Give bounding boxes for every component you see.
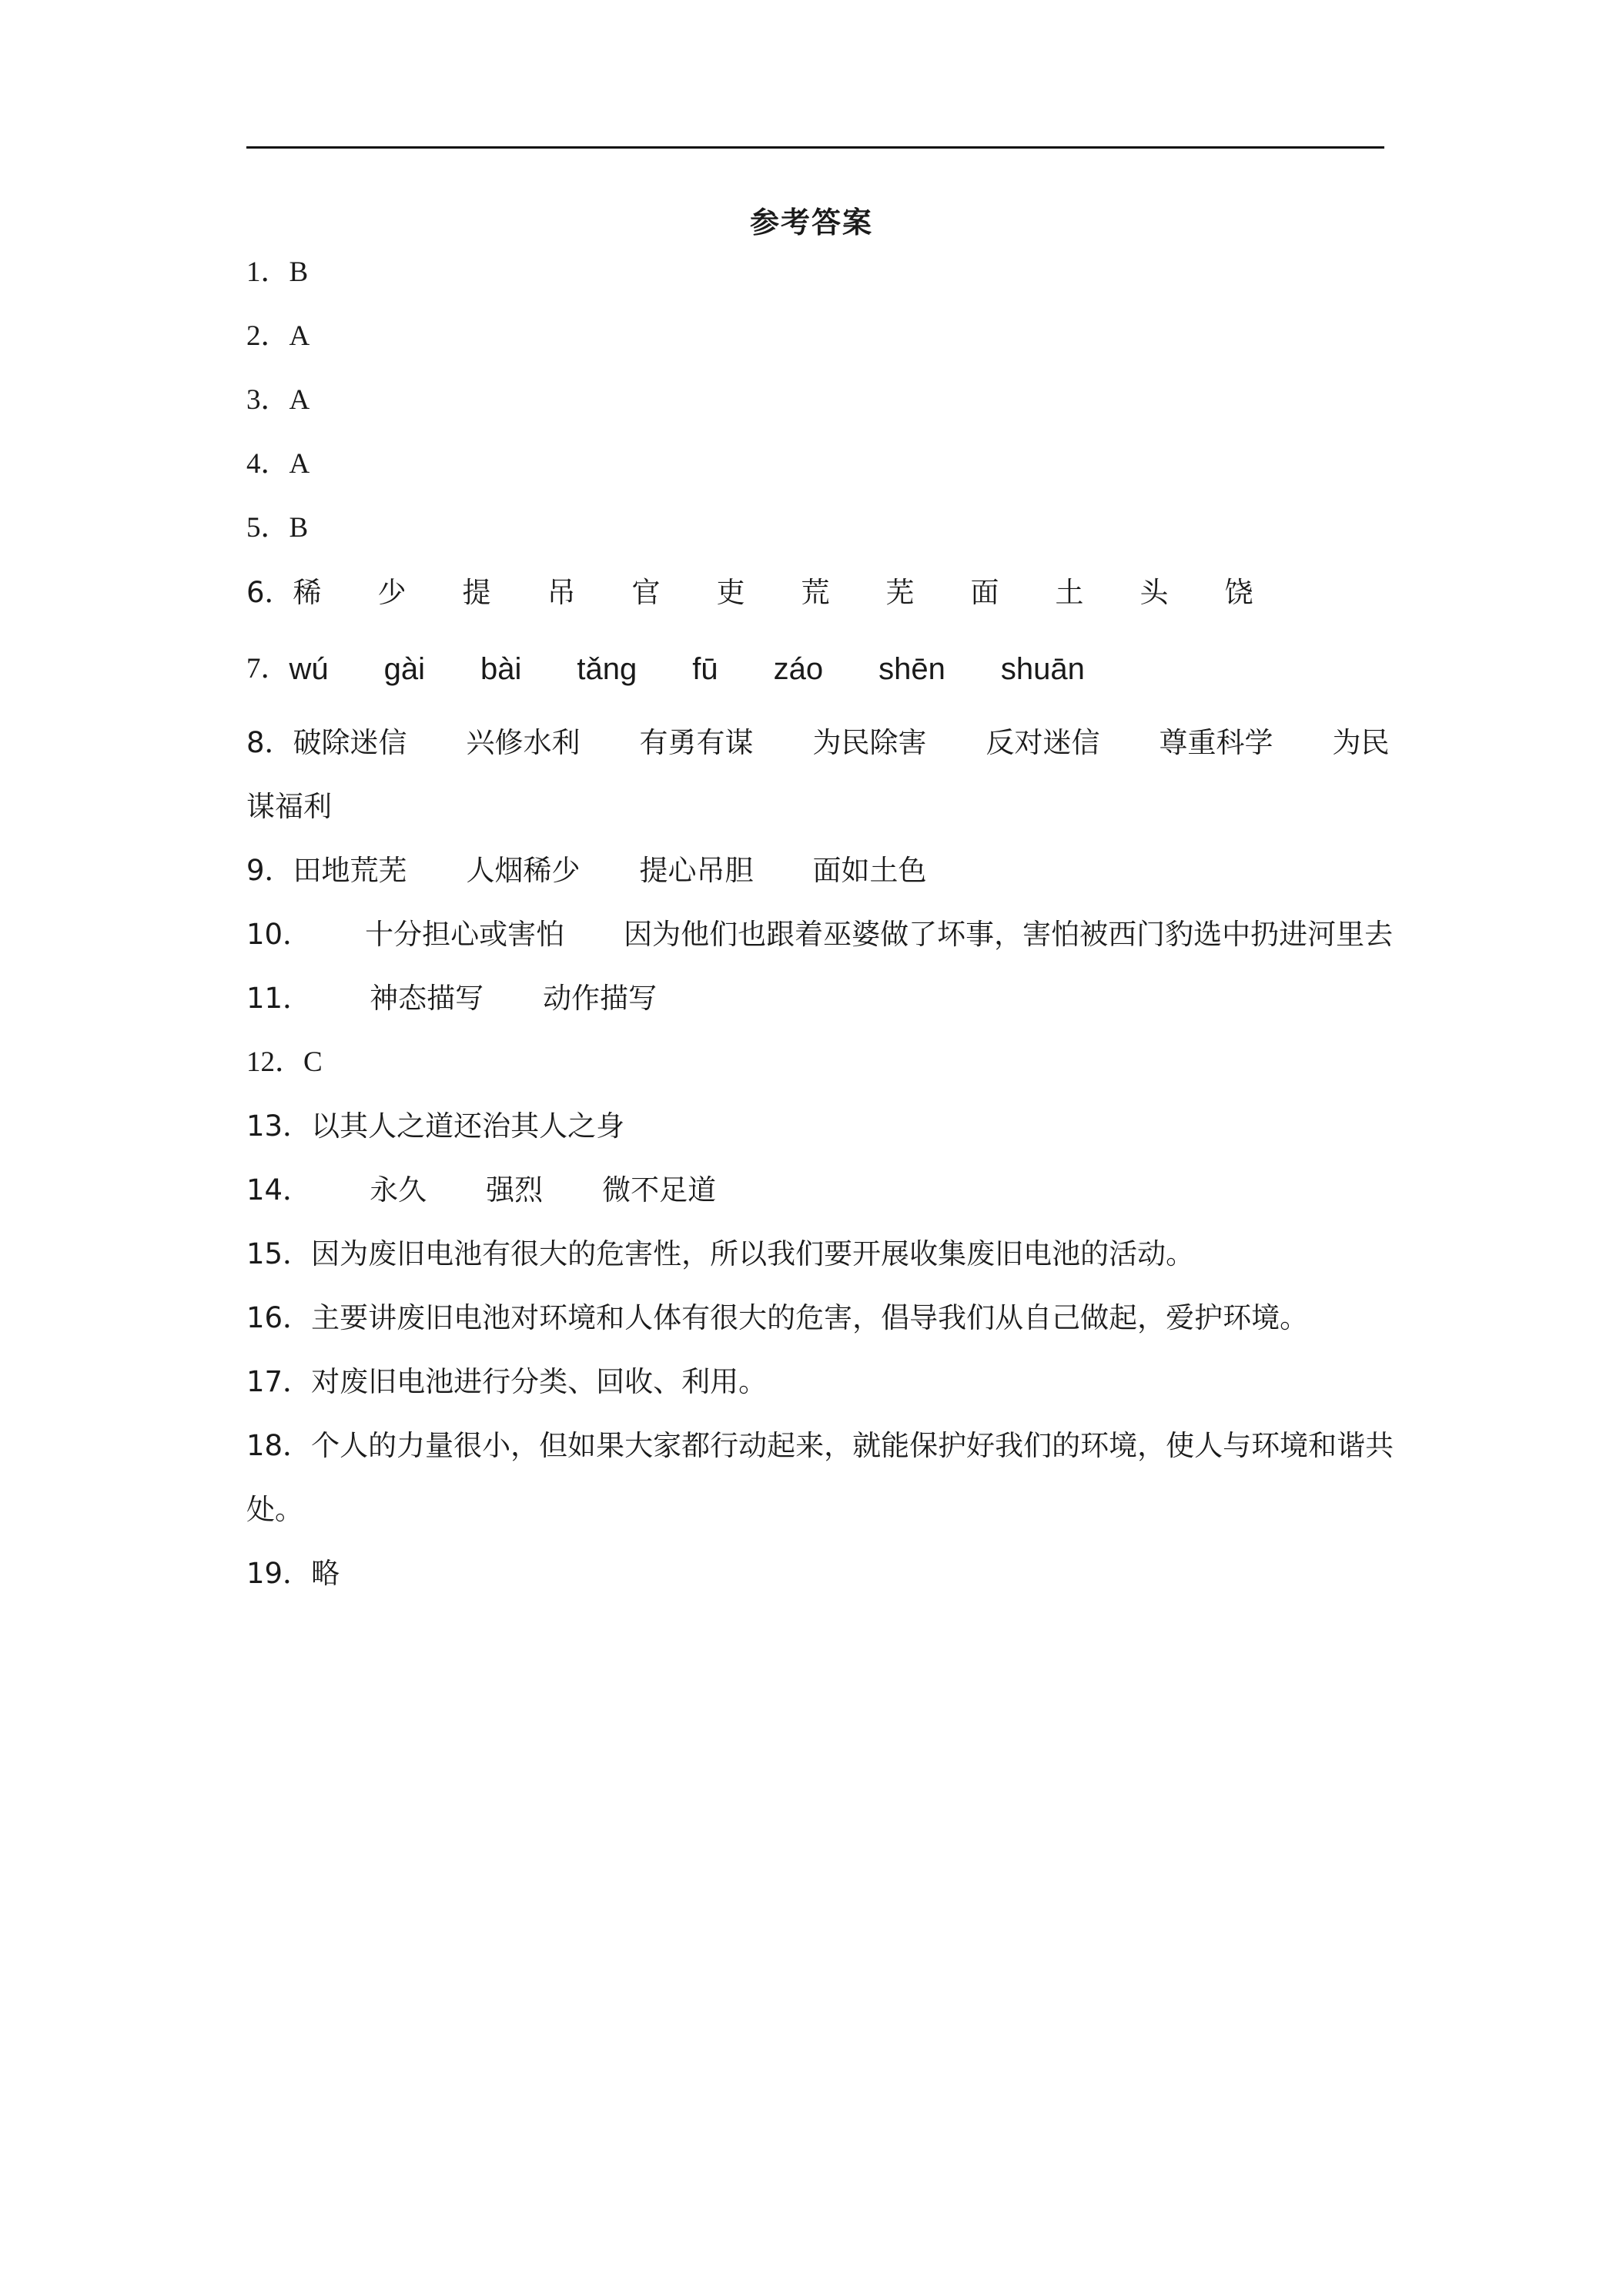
answer-text: A — [289, 320, 310, 352]
page-title: 参考答案 — [749, 206, 873, 239]
answer-10 — [246, 915, 1394, 955]
answer-text: 主要讲废旧电池对环境和人体有很大的危害，倡导我们从自己做起，爱护环境。 — [311, 1301, 1309, 1334]
answer-item: 饶 — [1224, 576, 1253, 609]
answer-text: A — [289, 384, 310, 416]
answer-text: B — [289, 256, 309, 288]
answer-number: 6． — [246, 576, 293, 609]
answer-item: 永久 — [370, 1173, 427, 1207]
answer-item: gài — [383, 652, 426, 686]
answer-item: 有勇有谋 — [639, 726, 754, 759]
answer-item: 吊 — [547, 576, 576, 609]
answer-number: 2． — [246, 320, 289, 352]
answer-number: 1． — [246, 256, 289, 288]
answer-7 — [246, 649, 1384, 689]
answer-item: 芜 — [885, 576, 915, 609]
answer-item: 微不足道 — [602, 1173, 717, 1207]
answer-9 — [246, 851, 1384, 891]
answer-text: 个人的力量很小，但如果大家都行动起来，就能保护好我们的环境，使人与环境和谐共 — [311, 1429, 1394, 1462]
answer-item: 神态描写 — [370, 982, 484, 1015]
answer-18-continuation: 处。 — [246, 1493, 303, 1526]
answer-item: 少 — [377, 576, 407, 609]
answer-number: 16． — [246, 1301, 312, 1334]
answer-item: 提心吊胆 — [639, 854, 754, 887]
answer-19 — [246, 1554, 1384, 1594]
answer-number: 5． — [246, 512, 289, 544]
answer-text: 以其人之道还治其人之身 — [311, 1110, 625, 1143]
answer-item: záo — [773, 652, 824, 686]
answer-text: 对废旧电池进行分类、回收、利用。 — [311, 1365, 768, 1398]
answer-item: 破除迷信 — [293, 726, 407, 759]
answer-number: 14． — [246, 1173, 312, 1207]
answer-number: 8． — [246, 726, 293, 759]
answer-item: 吏 — [716, 576, 745, 609]
answer-number: 9． — [246, 854, 293, 887]
answer-15 — [246, 1234, 1384, 1274]
answer-item: 强烈 — [486, 1173, 544, 1207]
answer-item: tǎng — [577, 652, 637, 686]
answer-number: 13． — [246, 1110, 312, 1143]
answer-item: 动作描写 — [543, 982, 658, 1015]
answer-number: 15． — [246, 1237, 312, 1270]
answer-12 — [246, 1043, 1384, 1083]
answer-item: 十分担心或害怕 — [365, 918, 565, 951]
answer-item: bài — [480, 652, 522, 686]
answer-item: 为民 — [1332, 726, 1390, 759]
answer-14 — [246, 1170, 1384, 1210]
answer-item: 荒 — [801, 576, 830, 609]
answer-item: 田地荒芜 — [293, 854, 407, 887]
answer-number: 4． — [246, 448, 289, 480]
answer-item: wú — [289, 652, 329, 686]
answer-item: 官 — [631, 576, 661, 609]
answer-number: 10． — [246, 918, 312, 951]
answer-number: 17． — [246, 1365, 312, 1398]
answer-item: 尊重科学 — [1159, 726, 1273, 759]
answer-number: 18． — [246, 1429, 312, 1462]
answer-item: 提 — [462, 576, 491, 609]
answer-text: 略 — [311, 1557, 340, 1590]
answer-item: 人烟稀少 — [466, 854, 581, 887]
answer-8 — [246, 723, 1390, 763]
answer-item: 兴修水利 — [466, 726, 581, 759]
answer-11 — [246, 979, 1384, 1019]
answer-item: 土 — [1055, 576, 1084, 609]
answer-3 — [246, 380, 1384, 420]
answer-item: 面 — [970, 576, 999, 609]
answer-8-continuation: 谋福利 — [246, 790, 332, 823]
answer-text: A — [289, 448, 310, 480]
answer-item: 稀 — [293, 576, 322, 609]
answer-item: 头 — [1139, 576, 1169, 609]
answer-item: 因为他们也跟着巫婆做了坏事，害怕被西门豹选中扔进河里去 — [624, 918, 1394, 951]
answer-item: 反对迷信 — [986, 726, 1100, 759]
answer-5 — [246, 508, 1384, 548]
answer-item: 面如土色 — [812, 854, 927, 887]
answer-item: 为民除害 — [812, 726, 927, 759]
answer-number: 19． — [246, 1557, 312, 1590]
answer-number: 11． — [246, 982, 312, 1015]
answer-1 — [246, 253, 1384, 293]
answer-number: 7． — [246, 653, 289, 684]
answer-item: shuān — [1000, 652, 1085, 686]
answer-6 — [246, 573, 1384, 613]
answer-18 — [246, 1426, 1394, 1466]
answer-number: 12． — [246, 1046, 303, 1078]
answer-16 — [246, 1298, 1384, 1338]
answer-text: B — [289, 512, 309, 544]
answer-text: 因为废旧电池有很大的危害性，所以我们要开展收集废旧电池的活动。 — [311, 1237, 1195, 1270]
answer-item: fū — [692, 652, 718, 686]
answer-17 — [246, 1362, 1384, 1402]
answer-item: shēn — [878, 652, 945, 686]
answer-13 — [246, 1106, 1384, 1146]
answer-text: C — [303, 1046, 323, 1078]
header-rule — [246, 146, 1384, 149]
answer-4 — [246, 444, 1384, 484]
answer-number: 3． — [246, 384, 289, 416]
answer-2 — [246, 316, 1384, 356]
